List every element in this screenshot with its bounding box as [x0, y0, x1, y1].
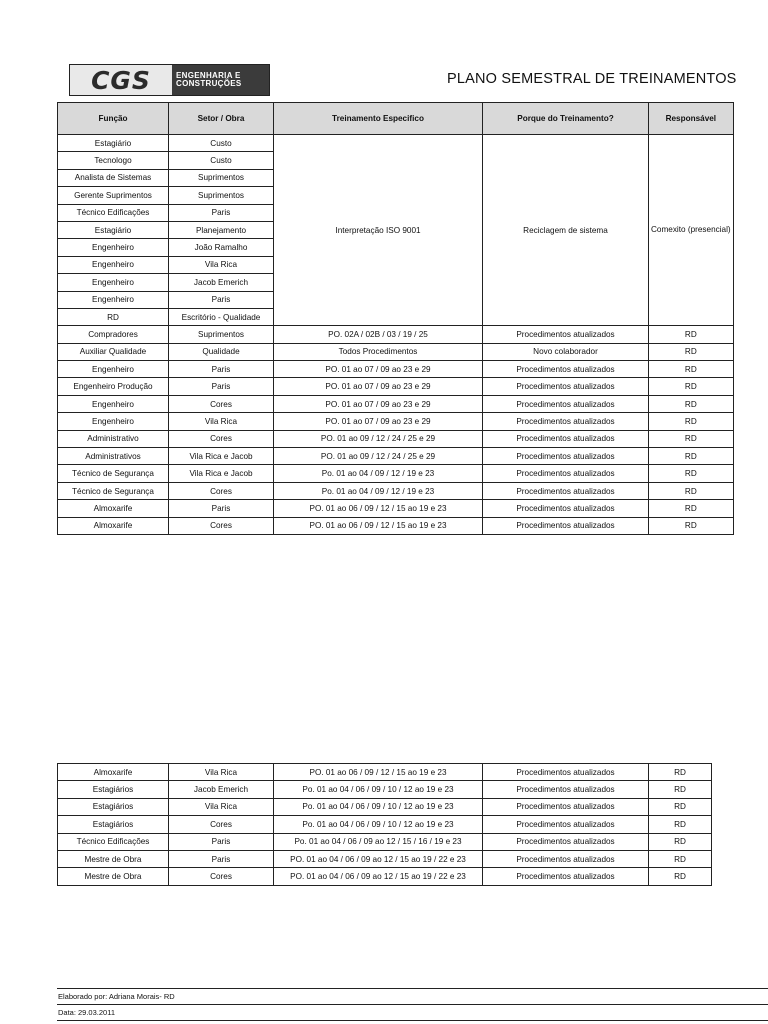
- cell-funcao: Engenheiro: [58, 256, 169, 273]
- cell-responsavel: RD: [649, 361, 734, 378]
- cell-treinamento: PO. 01 ao 09 / 12 / 24 / 25 e 29: [274, 430, 483, 447]
- cell-setor: Custo: [169, 152, 274, 169]
- cell-porque: Procedimentos atualizados: [483, 361, 649, 378]
- cell-responsavel: RD: [649, 448, 734, 465]
- cell-setor: Paris: [169, 291, 274, 308]
- cell-porque: Procedimentos atualizados: [483, 850, 649, 867]
- company-logo: [69, 64, 270, 96]
- cell-responsavel: RD: [649, 500, 734, 517]
- cell-responsavel: RD: [649, 482, 734, 499]
- cell-setor: Jacob Emerich: [169, 781, 274, 798]
- header-treinamento: Treinamento Especifico: [274, 103, 483, 135]
- cell-setor: Qualidade: [169, 343, 274, 360]
- cell-porque: Procedimentos atualizados: [483, 413, 649, 430]
- cell-setor: Paris: [169, 361, 274, 378]
- cell-treinamento: PO. 02A / 02B / 03 / 19 / 25: [274, 326, 483, 343]
- cell-responsavel: RD: [649, 798, 712, 815]
- cell-porque: Procedimentos atualizados: [483, 430, 649, 447]
- document-footer: [57, 988, 768, 1021]
- cell-porque: Procedimentos atualizados: [483, 465, 649, 482]
- cell-funcao: Almoxarife: [58, 517, 169, 534]
- table-row: [58, 850, 712, 867]
- cell-setor: Cores: [169, 816, 274, 833]
- cell-responsavel: RD: [649, 395, 734, 412]
- cell-responsavel: RD: [649, 816, 712, 833]
- cell-setor: Escritório - Qualidade: [169, 308, 274, 325]
- cell-treinamento: Todos Procedimentos: [274, 343, 483, 360]
- cell-responsavel: RD: [649, 868, 712, 885]
- cell-setor: Jacob Emerich: [169, 274, 274, 291]
- table-row: [58, 482, 734, 499]
- table-row: [58, 343, 734, 360]
- cell-setor: Custo: [169, 135, 274, 152]
- table-row: [58, 413, 734, 430]
- cell-porque: Procedimentos atualizados: [483, 816, 649, 833]
- cell-funcao: RD: [58, 308, 169, 325]
- cell-porque: Procedimentos atualizados: [483, 798, 649, 815]
- cell-funcao: Tecnologo: [58, 152, 169, 169]
- table-row: [58, 833, 712, 850]
- cell-funcao: Mestre de Obra: [58, 850, 169, 867]
- cell-porque: Procedimentos atualizados: [483, 781, 649, 798]
- cell-setor: Paris: [169, 378, 274, 395]
- header-setor: Setor / Obra: [169, 103, 274, 135]
- cell-setor: Vila Rica e Jacob: [169, 448, 274, 465]
- table-row: [58, 517, 734, 534]
- cell-setor: Vila Rica: [169, 256, 274, 273]
- cell-treinamento: Interpretação ISO 9001: [274, 135, 483, 326]
- cell-funcao: Estagiários: [58, 798, 169, 815]
- cell-funcao: Estagiário: [58, 221, 169, 238]
- cell-responsavel: RD: [649, 465, 734, 482]
- cell-setor: Vila Rica: [169, 764, 274, 781]
- cell-setor: Suprimentos: [169, 169, 274, 186]
- table-row: [58, 816, 712, 833]
- cell-treinamento: Po. 01 ao 04 / 06 / 09 / 10 / 12 ao 19 e 23: [274, 798, 483, 815]
- cell-porque: Procedimentos atualizados: [483, 517, 649, 534]
- cell-responsavel: RD: [649, 378, 734, 395]
- document-date: Data: 29.03.2011: [57, 1005, 768, 1021]
- cell-treinamento: Po. 01 ao 04 / 09 / 12 / 19 e 23: [274, 465, 483, 482]
- cell-funcao: Almoxarife: [58, 500, 169, 517]
- cell-setor: Paris: [169, 500, 274, 517]
- cell-porque: Procedimentos atualizados: [483, 482, 649, 499]
- cell-responsavel: RD: [649, 517, 734, 534]
- table-row: [58, 135, 734, 152]
- cell-funcao: Almoxarife: [58, 764, 169, 781]
- cell-setor: Paris: [169, 833, 274, 850]
- cell-treinamento: Po. 01 ao 04 / 06 / 09 / 10 / 12 ao 19 e 23: [274, 816, 483, 833]
- cell-treinamento: Po. 01 ao 04 / 09 / 12 / 19 e 23: [274, 482, 483, 499]
- cell-setor: João Ramalho: [169, 239, 274, 256]
- cell-setor: Vila Rica e Jacob: [169, 465, 274, 482]
- cell-funcao: Compradores: [58, 326, 169, 343]
- cell-porque: Procedimentos atualizados: [483, 500, 649, 517]
- cell-treinamento: PO. 01 ao 07 / 09 ao 23 e 29: [274, 361, 483, 378]
- table-row: [58, 868, 712, 885]
- cell-funcao: Engenheiro: [58, 395, 169, 412]
- cell-responsavel: RD: [649, 833, 712, 850]
- cell-porque: Procedimentos atualizados: [483, 764, 649, 781]
- table-row: [58, 500, 734, 517]
- cell-setor: Paris: [169, 204, 274, 221]
- cell-porque: Novo colaborador: [483, 343, 649, 360]
- cell-treinamento: PO. 01 ao 07 / 09 ao 23 e 29: [274, 413, 483, 430]
- cell-setor: Cores: [169, 482, 274, 499]
- cell-porque: Procedimentos atualizados: [483, 326, 649, 343]
- cell-funcao: Técnico Edificações: [58, 204, 169, 221]
- cell-responsavel: RD: [649, 343, 734, 360]
- header-funcao: Função: [58, 103, 169, 135]
- logo-mark: CGS: [70, 65, 172, 95]
- cell-responsavel: Comexito (presencial): [649, 135, 734, 326]
- cell-responsavel: RD: [649, 781, 712, 798]
- cell-funcao: Engenheiro Produção: [58, 378, 169, 395]
- cell-responsavel: RD: [649, 764, 712, 781]
- cell-treinamento: PO. 01 ao 07 / 09 ao 23 e 29: [274, 378, 483, 395]
- cell-responsavel: RD: [649, 430, 734, 447]
- header-porque: Porque do Treinamento?: [483, 103, 649, 135]
- cell-responsavel: RD: [649, 413, 734, 430]
- table-row: [58, 798, 712, 815]
- cell-setor: Paris: [169, 850, 274, 867]
- cell-treinamento: PO. 01 ao 06 / 09 / 12 / 15 ao 19 e 23: [274, 500, 483, 517]
- cell-funcao: Engenheiro: [58, 274, 169, 291]
- cell-funcao: Técnico Edificações: [58, 833, 169, 850]
- logo-text: [172, 65, 269, 95]
- table-row: [58, 430, 734, 447]
- cell-funcao: Analista de Sistemas: [58, 169, 169, 186]
- prepared-by: Elaborado por: Adriana Morais- RD: [57, 989, 768, 1005]
- cell-treinamento: PO. 01 ao 04 / 06 / 09 ao 12 / 15 ao 19 / 22 e 23: [274, 850, 483, 867]
- cell-porque: Procedimentos atualizados: [483, 833, 649, 850]
- table-row: [58, 448, 734, 465]
- cell-funcao: Técnico de Segurança: [58, 465, 169, 482]
- cell-funcao: Estagiários: [58, 816, 169, 833]
- cell-porque: Procedimentos atualizados: [483, 448, 649, 465]
- cell-funcao: Estagiário: [58, 135, 169, 152]
- cell-treinamento: Po. 01 ao 04 / 06 / 09 ao 12 / 15 / 16 / 19 e 23: [274, 833, 483, 850]
- table-row: [58, 395, 734, 412]
- cell-setor: Cores: [169, 868, 274, 885]
- cell-setor: Cores: [169, 430, 274, 447]
- cell-treinamento: Po. 01 ao 04 / 06 / 09 / 10 / 12 ao 19 e 23: [274, 781, 483, 798]
- table-row: [58, 781, 712, 798]
- table-row: [58, 326, 734, 343]
- cell-setor: Planejamento: [169, 221, 274, 238]
- cell-funcao: Engenheiro: [58, 239, 169, 256]
- cell-treinamento: PO. 01 ao 09 / 12 / 24 / 25 e 29: [274, 448, 483, 465]
- cell-setor: Suprimentos: [169, 326, 274, 343]
- cell-funcao: Engenheiro: [58, 291, 169, 308]
- cell-porque: Procedimentos atualizados: [483, 378, 649, 395]
- cell-setor: Cores: [169, 395, 274, 412]
- table-header-row: [58, 103, 734, 135]
- cell-funcao: Técnico de Segurança: [58, 482, 169, 499]
- logo-line-2: CONSTRUÇÕES: [176, 79, 242, 88]
- table-row: [58, 361, 734, 378]
- table-row: [58, 764, 712, 781]
- cell-funcao: Estagiários: [58, 781, 169, 798]
- logo-line-1: ENGENHARIA E: [176, 71, 241, 80]
- cell-funcao: Gerente Suprimentos: [58, 187, 169, 204]
- cell-funcao: Engenheiro: [58, 413, 169, 430]
- cell-funcao: Administrativos: [58, 448, 169, 465]
- cell-treinamento: PO. 01 ao 07 / 09 ao 23 e 29: [274, 395, 483, 412]
- cell-porque: Procedimentos atualizados: [483, 868, 649, 885]
- cell-setor: Vila Rica: [169, 798, 274, 815]
- cell-funcao: Auxiliar Qualidade: [58, 343, 169, 360]
- cell-porque: Reciclagem de sistema: [483, 135, 649, 326]
- cell-treinamento: PO. 01 ao 06 / 09 / 12 / 15 ao 19 e 23: [274, 517, 483, 534]
- cell-treinamento: PO. 01 ao 04 / 06 / 09 ao 12 / 15 ao 19 / 22 e 23: [274, 868, 483, 885]
- table-row: [58, 378, 734, 395]
- cell-setor: Cores: [169, 517, 274, 534]
- training-plan-table-continued: [57, 763, 712, 886]
- cell-porque: Procedimentos atualizados: [483, 395, 649, 412]
- cell-treinamento: PO. 01 ao 06 / 09 / 12 / 15 ao 19 e 23: [274, 764, 483, 781]
- cell-responsavel: RD: [649, 850, 712, 867]
- cell-funcao: Administrativo: [58, 430, 169, 447]
- cell-funcao: Mestre de Obra: [58, 868, 169, 885]
- header-responsavel: Responsável: [649, 103, 734, 135]
- cell-setor: Suprimentos: [169, 187, 274, 204]
- cell-responsavel: RD: [649, 326, 734, 343]
- table-row: [58, 465, 734, 482]
- document-title: PLANO SEMESTRAL DE TREINAMENTOS: [447, 71, 737, 87]
- cell-setor: Vila Rica: [169, 413, 274, 430]
- cell-funcao: Engenheiro: [58, 361, 169, 378]
- training-plan-table: [57, 102, 734, 535]
